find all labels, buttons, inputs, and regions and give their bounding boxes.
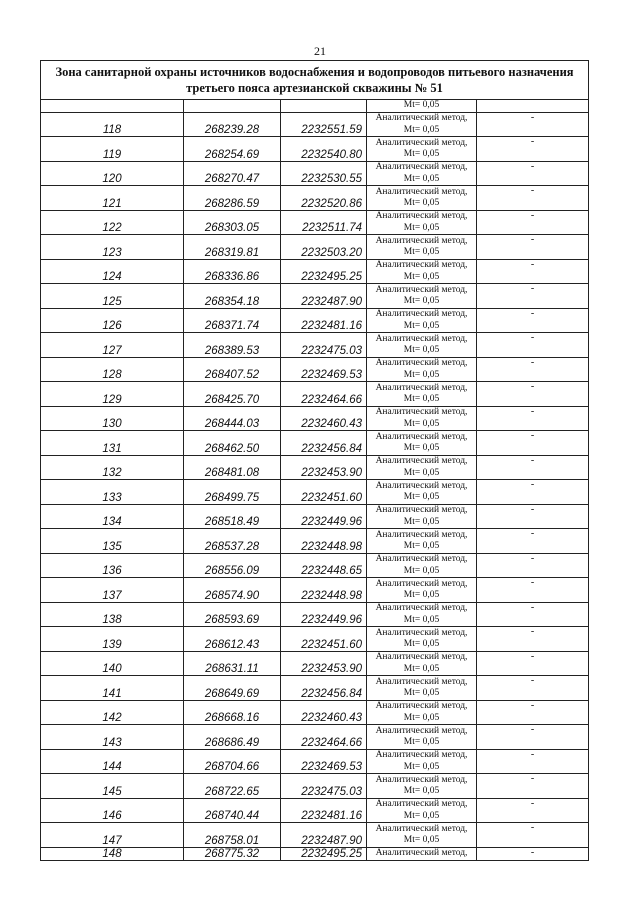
x-coordinate: 268574.90 [184,578,281,603]
y-coordinate: 2232487.90 [281,823,367,848]
x-coordinate: 268444.03 [184,406,281,431]
continued-num-cell [41,100,184,113]
method-cell [367,382,477,407]
method-cell [367,259,477,284]
method-accuracy: Mt= 0,05 [403,418,440,429]
note-cell: - [477,259,589,284]
x-coordinate: 268254.69 [184,137,281,162]
table-row [41,431,589,456]
table-row [41,137,589,162]
x-coordinate: 268593.69 [184,602,281,627]
method-cell [367,725,477,750]
method-name: Аналитический метод, [375,750,468,760]
method-cell [367,210,477,235]
method-name: Аналитический метод, [375,407,468,417]
method-cell [367,627,477,652]
method-name: Аналитический метод, [375,603,468,613]
continued-method-cell [367,100,477,113]
method-name: Аналитический метод, [375,823,468,834]
y-coordinate: 2232551.59 [281,112,367,137]
method-accuracy: Mt= 0,05 [403,565,440,576]
point-number: 123 [41,235,184,260]
note-cell: - [477,137,589,162]
y-coordinate: 2232448.98 [281,529,367,554]
method-name: Аналитический метод, [375,333,468,344]
method-cell [367,455,477,480]
method-accuracy: Mt= 0,05 [403,761,440,772]
note-cell: - [477,431,589,456]
method-name: Аналитический метод, [375,358,468,368]
point-number: 137 [41,578,184,603]
y-coordinate: 2232475.03 [281,774,367,799]
table-row [41,504,589,529]
table-row [41,553,589,578]
table-row [41,406,589,431]
table-title-line-1: Зона санитарной охраны источников водоснабжения и водопроводов питьевого назначения [55,65,574,79]
y-coordinate: 2232451.60 [281,480,367,505]
method-name: Аналитический метод, [375,774,468,785]
note-cell: - [477,382,589,407]
x-coordinate: 268775.32 [184,847,281,860]
y-coordinate: 2232460.43 [281,700,367,725]
method-cell [367,112,477,137]
point-number: 121 [41,186,184,211]
y-coordinate: 2232481.16 [281,308,367,333]
method-accuracy: Mt= 0,05 [403,712,440,723]
note-cell: - [477,725,589,750]
y-coordinate: 2232451.60 [281,627,367,652]
method-name: Аналитический метод, [375,799,468,809]
point-number: 134 [41,504,184,529]
note-cell: - [477,823,589,848]
table-row [41,161,589,186]
point-number: 145 [41,774,184,799]
method-name: Аналитический метод, [375,186,468,197]
method-accuracy: Mt= 0,05 [403,173,440,184]
point-number: 132 [41,455,184,480]
point-number: 125 [41,284,184,309]
method-accuracy: Mt= 0,05 [403,320,440,331]
method-accuracy: Mt= 0,05 [403,271,440,282]
point-number: 126 [41,308,184,333]
point-number: 135 [41,529,184,554]
note-cell: - [477,333,589,358]
method-accuracy: Mt= 0,05 [403,835,440,845]
method-accuracy: Mt= 0,05 [403,810,440,821]
table-row [41,186,589,211]
x-coordinate: 268537.28 [184,529,281,554]
method-accuracy: Mt= 0,05 [403,516,440,527]
x-coordinate: 268518.49 [184,504,281,529]
table-row-last [41,847,589,860]
method-cell [367,137,477,162]
method-accuracy: Mt= 0,05 [403,345,440,355]
y-coordinate: 2232456.84 [281,676,367,701]
method-cell [367,823,477,848]
table-row [41,357,589,382]
point-number: 138 [41,602,184,627]
note-cell: - [477,504,589,529]
point-number: 148 [41,847,184,860]
method-cell [367,161,477,186]
method-name: Аналитический метод, [375,235,468,246]
x-coordinate: 268354.18 [184,284,281,309]
table-title-row [41,61,589,100]
x-coordinate: 268612.43 [184,627,281,652]
table-row [41,823,589,848]
y-coordinate: 2232469.53 [281,357,367,382]
y-coordinate: 2232475.03 [281,333,367,358]
note-cell: - [477,455,589,480]
method-cell [367,529,477,554]
method-name: Аналитический метод, [375,382,468,393]
y-coordinate: 2232460.43 [281,406,367,431]
table-row [41,749,589,774]
method-name: Аналитический метод, [375,431,468,442]
method-name: Аналитический метод, [375,309,468,319]
x-coordinate: 268371.74 [184,308,281,333]
point-number: 122 [41,210,184,235]
point-number: 131 [41,431,184,456]
y-coordinate: 2232540.80 [281,137,367,162]
point-number: 146 [41,798,184,823]
method-name: Аналитический метод, [375,113,468,123]
method-accuracy: Mt= 0,05 [403,198,440,208]
point-number: 130 [41,406,184,431]
note-cell: - [477,186,589,211]
method-accuracy: Mt= 0,05 [403,443,440,453]
method-accuracy: Mt= 0,05 [403,663,440,674]
x-coordinate: 268270.47 [184,161,281,186]
note-cell: - [477,676,589,701]
method-cell [367,284,477,309]
method-accuracy: Mt= 0,05 [403,394,440,404]
continued-accuracy: Mt= 0,05 [403,100,440,110]
note-cell: - [477,210,589,235]
method-cell [367,651,477,676]
y-coordinate: 2232453.90 [281,651,367,676]
method-accuracy: Mt= 0,05 [403,590,440,600]
method-accuracy: Mt= 0,05 [403,369,440,380]
x-coordinate: 268319.81 [184,235,281,260]
method-cell [367,553,477,578]
table-row [41,284,589,309]
point-number: 120 [41,161,184,186]
table-row [41,382,589,407]
y-coordinate: 2232449.96 [281,504,367,529]
method-accuracy: Mt= 0,05 [403,737,440,747]
method-accuracy: Mt= 0,05 [403,614,440,625]
y-coordinate: 2232448.98 [281,578,367,603]
point-number: 144 [41,749,184,774]
point-number: 127 [41,333,184,358]
note-cell: - [477,578,589,603]
note-cell: - [477,235,589,260]
x-coordinate: 268499.75 [184,480,281,505]
note-cell: - [477,774,589,799]
method-name: Аналитический метод, [375,848,468,858]
point-number: 129 [41,382,184,407]
y-coordinate: 2232453.90 [281,455,367,480]
method-cell [367,504,477,529]
method-cell [367,798,477,823]
method-name: Аналитический метод, [375,627,468,638]
method-name: Аналитический метод, [375,652,468,662]
note-cell: - [477,308,589,333]
y-coordinate: 2232503.20 [281,235,367,260]
x-coordinate: 268425.70 [184,382,281,407]
table-row [41,112,589,137]
y-coordinate: 2232449.96 [281,602,367,627]
method-accuracy: Mt= 0,05 [403,222,440,233]
method-name: Аналитический метод, [375,725,468,736]
method-name: Аналитический метод, [375,701,468,711]
table-row [41,333,589,358]
y-coordinate: 2232469.53 [281,749,367,774]
x-coordinate: 268740.44 [184,798,281,823]
table-title [41,61,589,100]
method-cell [367,700,477,725]
note-cell: - [477,161,589,186]
method-name: Аналитический метод, [375,284,468,295]
note-cell: - [477,284,589,309]
table-row [41,235,589,260]
method-accuracy: Mt= 0,05 [403,639,440,649]
y-coordinate: 2232464.66 [281,725,367,750]
method-cell [367,676,477,701]
table-row [41,774,589,799]
x-coordinate: 268649.69 [184,676,281,701]
x-coordinate: 268758.01 [184,823,281,848]
method-accuracy: Mt= 0,05 [403,688,440,698]
y-coordinate: 2232511.74 [281,210,367,235]
page-number: 21 [314,44,326,58]
note-cell: - [477,700,589,725]
note-cell: - [477,749,589,774]
x-coordinate: 268239.28 [184,112,281,137]
method-cell [367,847,477,860]
method-name: Аналитический метод, [375,676,468,687]
method-accuracy: Mt= 0,05 [403,296,440,306]
table-row [41,480,589,505]
method-cell [367,578,477,603]
note-cell: - [477,553,589,578]
method-accuracy: Mt= 0,05 [403,124,440,135]
point-number: 133 [41,480,184,505]
table-row [41,578,589,603]
method-cell [367,333,477,358]
note-cell: - [477,798,589,823]
table-row [41,455,589,480]
note-cell: - [477,529,589,554]
method-name: Аналитический метод, [375,260,468,270]
note-cell: - [477,651,589,676]
x-coordinate: 268668.16 [184,700,281,725]
point-number: 142 [41,700,184,725]
point-number: 140 [41,651,184,676]
x-coordinate: 268481.08 [184,455,281,480]
method-cell [367,357,477,382]
method-accuracy: Mt= 0,05 [403,149,440,159]
method-name: Аналитический метод, [375,578,468,589]
note-cell: - [477,847,589,860]
method-accuracy: Mt= 0,05 [403,541,440,551]
table-row [41,725,589,750]
method-name: Аналитический метод, [375,456,468,466]
y-coordinate: 2232495.25 [281,847,367,860]
x-coordinate: 268286.59 [184,186,281,211]
y-coordinate: 2232464.66 [281,382,367,407]
continued-row [41,100,589,113]
method-cell [367,602,477,627]
continued-y-cell [281,100,367,113]
method-cell [367,480,477,505]
x-coordinate: 268336.86 [184,259,281,284]
note-cell: - [477,406,589,431]
coordinates-table-body [41,61,589,861]
note-cell: - [477,357,589,382]
method-cell [367,186,477,211]
note-cell: - [477,480,589,505]
x-coordinate: 268407.52 [184,357,281,382]
table-row [41,308,589,333]
method-name: Аналитический метод, [375,211,468,221]
point-number: 119 [41,137,184,162]
coordinates-table [40,60,589,861]
method-name: Аналитический метод, [375,480,468,491]
table-row [41,651,589,676]
note-cell: - [477,602,589,627]
method-accuracy: Mt= 0,05 [403,247,440,257]
x-coordinate: 268556.09 [184,553,281,578]
point-number: 139 [41,627,184,652]
point-number: 141 [41,676,184,701]
y-coordinate: 2232520.86 [281,186,367,211]
y-coordinate: 2232456.84 [281,431,367,456]
note-cell: - [477,112,589,137]
method-cell [367,431,477,456]
method-cell [367,749,477,774]
y-coordinate: 2232448.65 [281,553,367,578]
point-number: 147 [41,823,184,848]
method-accuracy: Mt= 0,05 [403,786,440,796]
method-cell [367,308,477,333]
x-coordinate: 268462.50 [184,431,281,456]
method-cell [367,406,477,431]
method-name: Аналитический метод, [375,162,468,172]
table-title-line-2: третьего пояса артезианской скважины № 51 [186,81,443,95]
y-coordinate: 2232481.16 [281,798,367,823]
method-name: Аналитический метод, [375,505,468,515]
table-row [41,676,589,701]
method-accuracy: Mt= 0,05 [403,492,440,502]
point-number: 143 [41,725,184,750]
table-row [41,529,589,554]
y-coordinate: 2232495.25 [281,259,367,284]
method-name: Аналитический метод, [375,137,468,148]
y-coordinate: 2232530.55 [281,161,367,186]
method-name: Аналитический метод, [375,554,468,564]
method-name: Аналитический метод, [375,529,468,540]
point-number: 124 [41,259,184,284]
x-coordinate: 268722.65 [184,774,281,799]
x-coordinate: 268303.05 [184,210,281,235]
table-row [41,602,589,627]
point-number: 136 [41,553,184,578]
table-row [41,700,589,725]
table-row [41,798,589,823]
point-number: 128 [41,357,184,382]
x-coordinate: 268631.11 [184,651,281,676]
y-coordinate: 2232487.90 [281,284,367,309]
method-accuracy: Mt= 0,05 [403,467,440,478]
point-number: 118 [41,112,184,137]
method-cell [367,774,477,799]
table-row [41,210,589,235]
continued-note-cell [477,100,589,113]
x-coordinate: 268704.66 [184,749,281,774]
method-cell [367,235,477,260]
table-row [41,259,589,284]
continued-x-cell [184,100,281,113]
table-row [41,627,589,652]
x-coordinate: 268686.49 [184,725,281,750]
x-coordinate: 268389.53 [184,333,281,358]
note-cell: - [477,627,589,652]
